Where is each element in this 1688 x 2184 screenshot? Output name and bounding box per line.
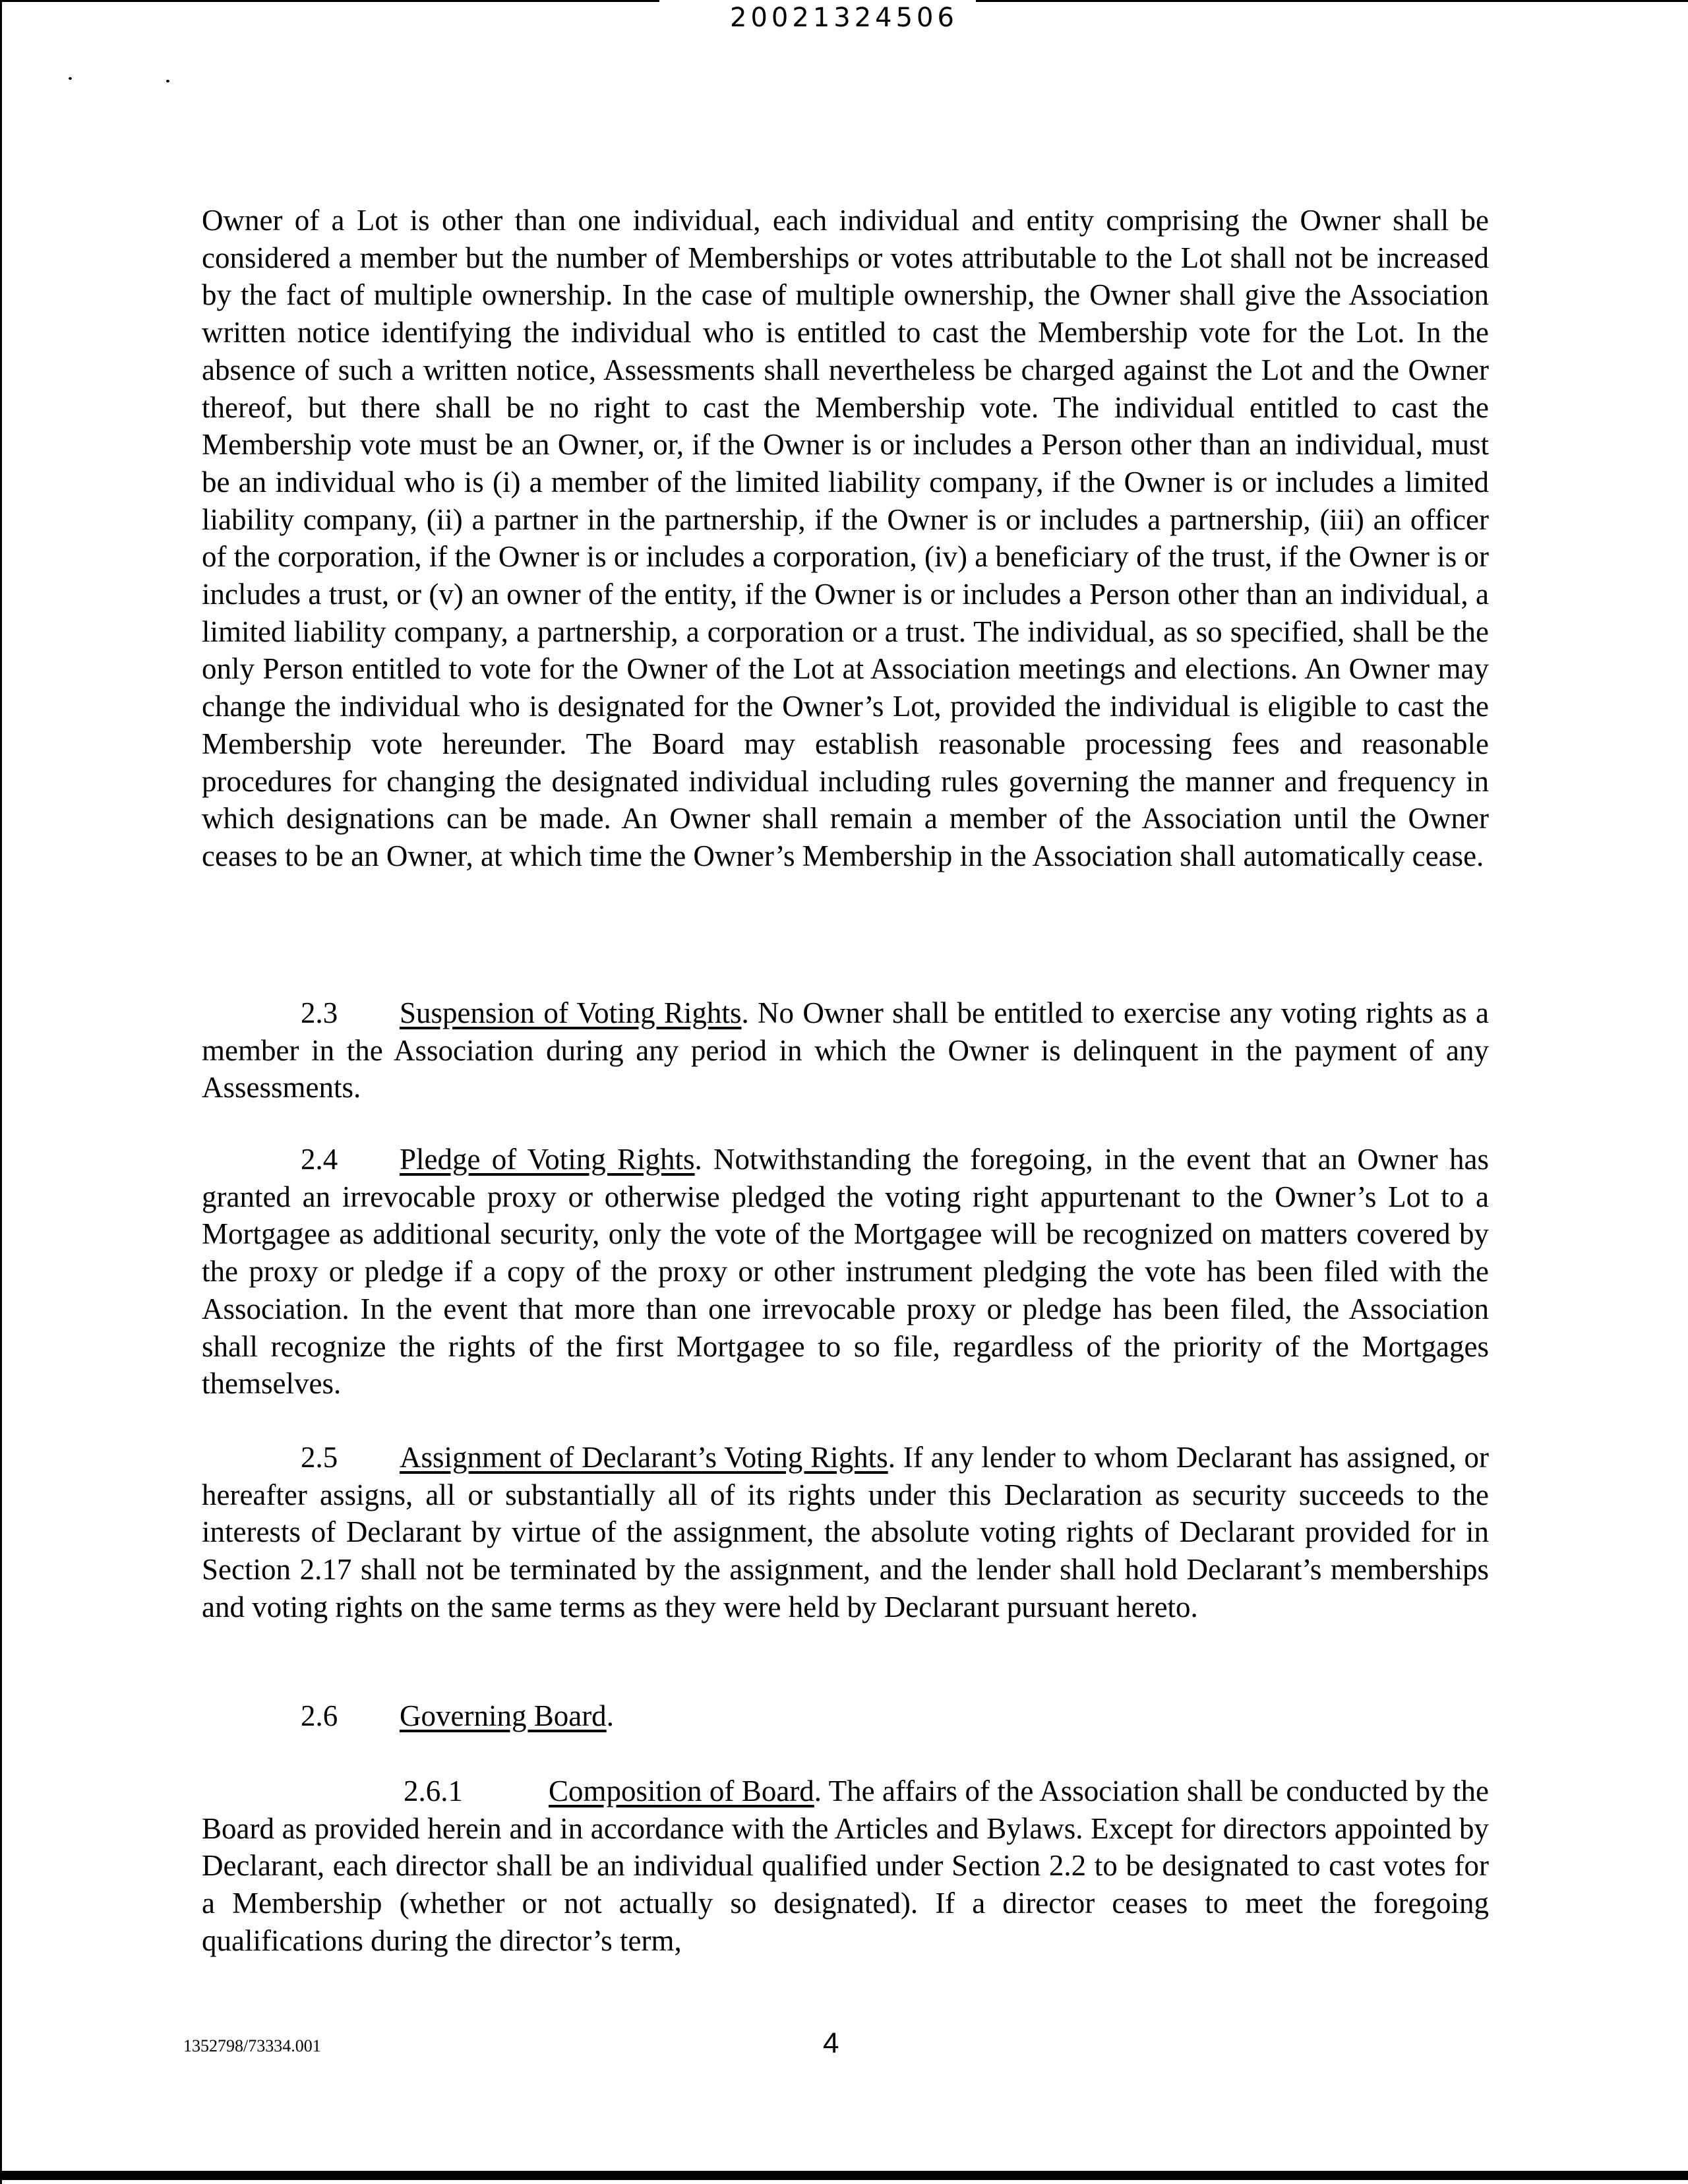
section-number: 2.6.1 <box>404 1774 463 1807</box>
top-border-line <box>0 0 659 2</box>
section-heading: Pledge of Voting Rights <box>400 1143 695 1176</box>
recording-number: 20021324506 <box>730 3 958 33</box>
section-text: . The affairs of the Association shall be conducted by the Board as provided herein and in accordance with the Articles and Bylaws. Except for directors appointed by Declarant, each director shall be an individual qualified under Section 2.2 to be designated to cast votes for a Membership (whether or not actually so designated). If a director ceases to meet the foregoing qualifications during the director’s term, <box>202 1774 1489 1957</box>
section-heading: Suspension of Voting Rights <box>400 996 742 1029</box>
section-2-6-1-paragraph <box>202 1773 1489 1960</box>
page-number: 4 <box>823 2027 839 2059</box>
scan-speck <box>69 77 72 80</box>
section-2-5 <box>202 1439 1489 1626</box>
section-2-4-paragraph <box>202 1141 1489 1403</box>
scan-speck <box>166 80 169 82</box>
section-2-6 <box>202 1697 1489 1735</box>
section-text: . No Owner shall be entitled to exercise any voting rights as a member in the Association during any period in which the Owner is delinquent in the payment of any Assessments. <box>202 996 1489 1105</box>
left-border-line <box>0 0 2 2184</box>
intro-paragraph-text: Owner of a Lot is other than one individual, each individual and entity comprising the Owner shall be considered a member but the number of Memberships or votes attributable to the Lot shall not be increased by the fact of multiple ownership. In the case of multiple ownership, the Owner shall give the Association written notice identifying the individual who is entitled to cast the Membership vote for the Lot. In the absence of such a written notice, Assessments shall nevertheless be charged against the Lot and the Owner thereof, but there shall be no right to cast the Membership vote. The individual entitled to cast the Membership vote must be an Owner, or, if the Owner is or includes a Person other than an individual, must be an individual who is (i) a member of the limited liability company, if the Owner is or includes a limited liability company, (ii) a partner in the partnership, if the Owner is or includes a partnership, (iii) an officer of the corporation, if the Owner is or includes a corporation, (iv) a beneficiary of the trust, if the Owner is or includes a trust, or (v) an owner of the entity, if the Owner is or includes a Person other than an individual, a limited liability company, a partnership, a corporation or a trust. The individual, as so specified, shall be the only Person entitled to vote for the Owner of the Lot at Association meetings and elections. An Owner may change the individual who is designated for the Owner’s Lot, provided the individual is eligible to cast the Membership vote hereunder. The Board may establish reasonable processing fees and reasonable procedures for changing the designated individual including rules governing the manner and frequency in which designations can be made. An Owner shall remain a member of the Association until the Owner ceases to be an Owner, at which time the Owner’s Membership in the Association shall automatically cease. <box>202 204 1489 872</box>
section-2-3-paragraph <box>202 994 1489 1107</box>
top-border-line-right <box>976 0 1688 2</box>
section-2-6-paragraph <box>202 1697 1489 1735</box>
section-number: 2.6 <box>301 1699 338 1732</box>
section-number: 2.3 <box>301 996 338 1029</box>
section-2-6-1 <box>202 1773 1489 1960</box>
section-number: 2.5 <box>301 1441 338 1474</box>
footer-document-id: 1352798/73334.001 <box>183 2036 321 2055</box>
section-heading: Composition of Board <box>549 1774 814 1807</box>
section-heading: Assignment of Declarant’s Voting Rights <box>400 1441 888 1474</box>
section-2-5-paragraph <box>202 1439 1489 1626</box>
section-text: . <box>606 1699 614 1732</box>
section-text: . Notwithstanding the foregoing, in the event that an Owner has granted an irrevocable proxy or otherwise pledged the voting right appurtenant to the Owner’s Lot to a Mortgagee as additional security, only the vote of the Mortgagee will be recognized on matters covered by the proxy or pledge if a copy of the proxy or other instrument pledging the vote has been filed with the Association. In the event that more than one irrevocable proxy or pledge has been filed, the Association shall recognize the rights of the first Mortgagee to so file, regardless of the priority of the Mortgages themselves. <box>202 1143 1489 1401</box>
intro-paragraph <box>202 202 1489 875</box>
section-2-4 <box>202 1141 1489 1403</box>
section-number: 2.4 <box>301 1143 338 1176</box>
section-heading: Governing Board <box>400 1699 607 1732</box>
section-text: . If any lender to whom Declarant has assigned, or hereafter assigns, all or substantially all of its rights under this Declaration as security succeeds to the interests of Declarant by virtue of the assignment, the absolute voting rights of Declarant provided for in Section 2.17 shall not be terminated by the assignment, and the lender shall hold Declarant’s memberships and voting rights on the same terms as they were held by Declarant pursuant hereto. <box>202 1441 1489 1623</box>
section-2-3 <box>202 994 1489 1107</box>
bottom-border-line <box>0 2171 1688 2180</box>
